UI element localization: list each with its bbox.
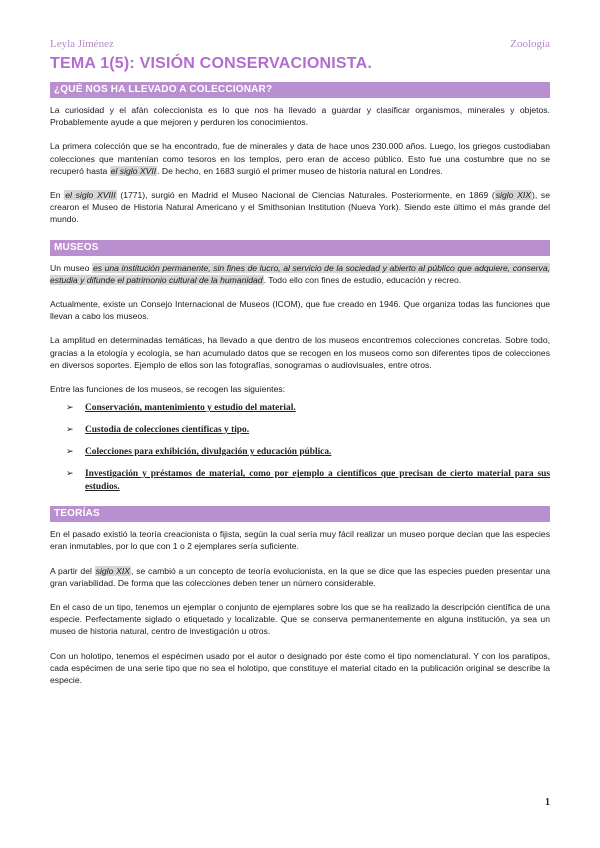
arrow-bullet-icon: ➢: [66, 403, 74, 414]
paragraph: La curiosidad y el afán coleccionista es lo que nos ha llevado a guardar y clasificar organismos, minerales y objetos. Probablemente ayude a que mejoren y perduren los conocimientos.: [50, 105, 550, 128]
highlight: siglo XIX: [95, 565, 131, 576]
paragraph: A partir del siglo XIX, se cambió a un concepto de teoría evolucionista, en la que se dice que las especies pueden presentar una gran variabilidad. De forma que las colecciones deben tener un número considerable.: [50, 565, 551, 588]
paragraph: Con un holotipo, tenemos el espécimen usado por el autor o designado por éste como el tipo nomenclatural. Y con los paratipos, cada espécimen de una serie tipo que no sea el holotipo, que constituye el material citado en la publicación original se describe la especie.: [50, 650, 550, 686]
highlight: el siglo XVII: [110, 165, 157, 176]
document-body: [50, 82, 550, 686]
functions-list: [50, 402, 550, 494]
paragraph: En el caso de un tipo, tenemos un ejemplar o conjunto de ejemplares sobre los que se ha realizado la descripción científica de una especie. Perfectamente siglado o etiquetado y localizable. Que se conserva permanentemente en alguna institución, ya sea un museo de historia natural, centro de investigación u otros.: [50, 602, 550, 637]
section-heading-teorias: TEORÍAS: [50, 506, 550, 522]
paragraph: En el pasado existió la teoría creacionista o fijista, según la cual sería muy fácil realizar un museo porque decían que las especies eran inmutables, por lo que con 1 o 2 ejemplares sería suficiente.: [50, 529, 550, 552]
paragraph: En el siglo XVIII (1771), surgió en Madrid el Museo Nacional de Ciencias Naturales. Posteriormente, en 1869 (siglo XIX), se crearon el Museo de Historia Natural Americano y el Smithsonian Institution (Nueva York). Siendo este último el más grande del mundo.: [50, 190, 550, 225]
paragraph: Entre las funciones de los museos, se recogen las siguientes:: [50, 384, 286, 395]
highlight: el siglo XVIII: [65, 190, 116, 201]
arrow-bullet-icon: ➢: [66, 425, 74, 436]
arrow-bullet-icon: ➢: [66, 469, 74, 480]
paragraph: La amplitud en determinadas temáticas, ha llevado a que dentro de los museos encontremos colecciones concretas. Sobre todo, gracias a la etología y ecología, se han acumulado datos que se recogen en los museos como son diferentes tipos de colecciones en diversos soportes. Ejemplo de ellos son las fotografías, sonogramas o audiovisuales, entre otros.: [50, 335, 550, 370]
list-item: ➢ Conservación, mantenimiento y estudio del material.: [66, 403, 296, 414]
paragraph: Actualmente, existe un Consejo Internacional de Museos (ICOM), que fue creado en 1946. Que organiza todas las funciones que llevan a cabo los museos.: [50, 299, 550, 322]
page-number: 1: [545, 797, 550, 808]
page-header: [50, 38, 550, 52]
arrow-bullet-icon: ➢: [66, 447, 74, 458]
header-subject: Zoología: [510, 38, 550, 50]
list-item: ➢ Custodia de colecciones científicas y tipo.: [66, 425, 250, 436]
list-item: ➢ Colecciones para exhibición, divulgación y educación pública.: [66, 447, 332, 458]
paragraph: La primera colección que se ha encontrado, fue de minerales y data de hace unos 230.000 años. Luego, los griegos custodiaban colecciones que mantenían como tesoros en los templos, pero eran de acceso público. Esto fue una costumbre que no se recuperó hasta el siglo XVII. De hecho, en 1683 surgió el primer museo de historia natural en Londres.: [50, 141, 550, 176]
highlight: siglo XIX: [495, 190, 531, 201]
list-item: ➢ Investigación y préstamos de material, como por ejemplo a científicos que precisan de cierto material para sus estudios.: [66, 469, 550, 493]
header-author: Leyla Jiménez: [50, 38, 114, 50]
document-title: TEMA 1(5): VISIÓN CONSERVACIONISTA.: [50, 55, 372, 72]
section-heading-coleccionar: ¿QUÉ NOS HA LLEVADO A COLECCIONAR?: [50, 82, 550, 98]
section-heading-museos: MUSEOS: [50, 240, 550, 256]
paragraph: Un museo es una institución permanente, sin fines de lucro, al servicio de la sociedad y abierto al público que adquiere, conserva, estudia y difunde el patrimonio cultural de la humanidad. Todo ello con fines de estudio, educación y recreo.: [50, 262, 550, 285]
highlight: es una institución permanente, sin fines de lucro, al servicio de la sociedad y abierto al público que adquiere, conserva, estudia y difunde el patrimonio cultural de la humanidad: [50, 262, 550, 285]
